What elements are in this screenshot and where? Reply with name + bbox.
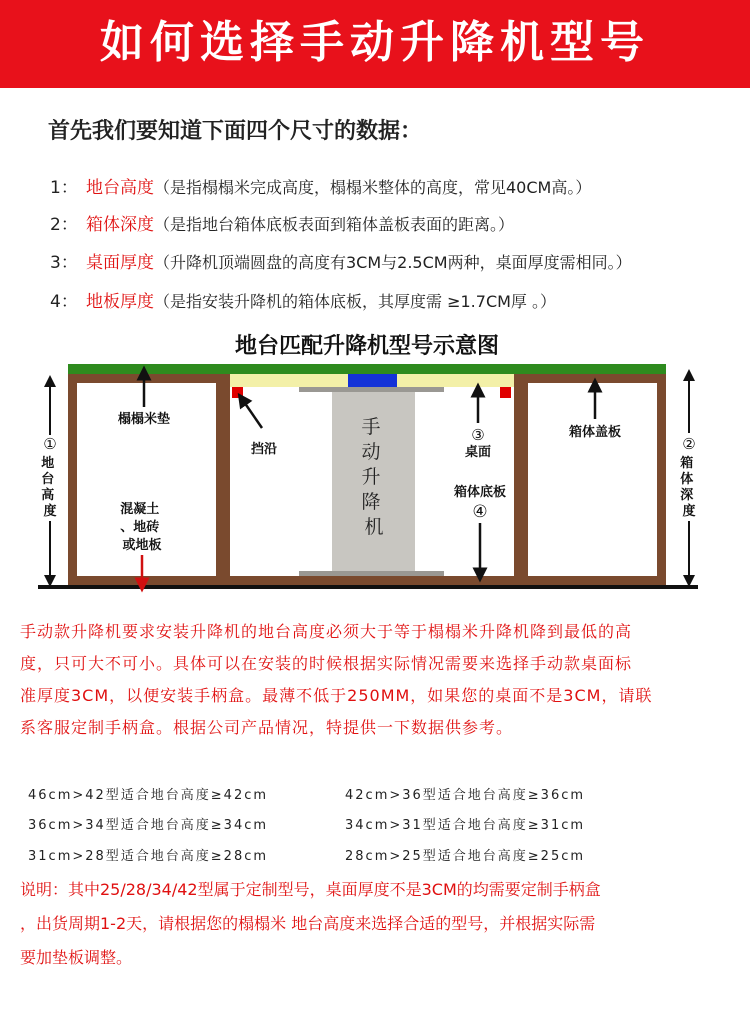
item-term: 地板厚度 — [86, 292, 154, 312]
requirement-paragraph — [20, 616, 732, 744]
base-label: 箱体底板 — [453, 485, 507, 500]
item-number: 2： — [50, 215, 78, 235]
wood-left-wall — [68, 374, 77, 585]
wood-left-partition — [216, 374, 230, 585]
cover-label: 箱体盖板 — [568, 425, 622, 440]
mat-label: 榻榻米垫 — [117, 412, 171, 427]
table-cell: 34cm>31型适合地台高度≥31cm — [345, 818, 586, 833]
desk-number: ③ — [471, 426, 485, 444]
desk-label: 桌面 — [464, 445, 492, 460]
item-desc: （是指安装升降机的箱体底板，其厚度需 ≥1.7CM厚 。） — [154, 292, 557, 311]
paragraph-line: 度，只可大不可小。具体可以在安装的时候根据实际情况需要来选择手动款桌面标 — [20, 654, 633, 673]
item-desc: （是指榻榻米完成高度，榻榻米整体的高度，常见40CM高。） — [154, 178, 592, 197]
item-desc: （是指地台箱体底板表面到箱体盖板表面的距离。） — [154, 215, 515, 234]
paragraph-line: 准厚度3CM，以便安装手柄盒。最薄不低于250MM，如果您的桌面不是3CM，请联 — [20, 686, 653, 705]
header-banner — [0, 0, 750, 88]
note-line: 要加垫板调整。 — [20, 948, 133, 967]
lift-disc — [348, 374, 397, 387]
item-number: 4： — [50, 292, 78, 312]
left-dimension-number: ① — [43, 435, 57, 453]
table-cell: 46cm>42型适合地台高度≥42cm — [28, 788, 269, 803]
list-item — [50, 248, 632, 273]
right-dimension-number: ② — [682, 435, 696, 453]
list-item — [50, 287, 556, 312]
list-item — [50, 210, 514, 235]
lift-bottom-plate — [299, 571, 444, 576]
right-dimension-label: 箱 体 深 度 — [680, 456, 696, 519]
edge-block-right — [500, 387, 511, 398]
item-term: 箱体深度 — [86, 215, 154, 235]
table-cell: 28cm>25型适合地台高度≥25cm — [345, 849, 586, 864]
intro-heading: 首先我们要知道下面四个尺寸的数据： — [48, 119, 423, 144]
note-paragraph — [20, 873, 732, 975]
lift-top-plate — [299, 387, 444, 392]
note-line: 说明：其中25/28/34/42型属于定制型号，桌面厚度不是3CM的均需要定制手柄盒 — [20, 880, 601, 899]
paragraph-line: 手动款升降机要求安装升降机的地台高度必须大于等于榻榻米升降机降到最低的高 — [20, 622, 633, 641]
base-number: ④ — [472, 502, 488, 522]
ground-line — [38, 585, 698, 589]
item-number: 1： — [50, 178, 78, 198]
table-cell: 36cm>34型适合地台高度≥34cm — [28, 818, 269, 833]
wood-top-right — [514, 374, 666, 383]
diagram-title: 地台匹配升降机型号示意图 — [234, 334, 500, 359]
edge-arrow — [242, 399, 262, 428]
paragraph-line: 系客服定制手柄盒。根据公司产品情况，特提供一下数据供参考。 — [20, 718, 514, 737]
item-number: 3： — [50, 253, 78, 273]
item-desc: （升降机顶端圆盘的高度有3CM与2.5CM两种，桌面厚度需相同。） — [154, 253, 632, 272]
lift-label: 手 动 升 降 机 — [361, 416, 384, 538]
wood-right-wall — [657, 374, 666, 585]
wood-right-partition — [514, 374, 528, 585]
table-cell: 31cm>28型适合地台高度≥28cm — [28, 849, 269, 864]
edge-block-left — [232, 387, 243, 398]
page-title: 如何选择手动升降机型号 — [100, 17, 650, 68]
note-line: ，出货周期1-2天，请根据您的榻榻米 地台高度来选择合适的型号，并根据实际需 — [20, 914, 596, 933]
list-item — [50, 173, 591, 198]
table-cell: 42cm>36型适合地台高度≥36cm — [345, 788, 586, 803]
left-dimension-label: 地 台 高 度 — [41, 456, 57, 519]
wood-base-board — [68, 576, 666, 585]
edge-label: 挡沿 — [250, 442, 278, 457]
item-term: 桌面厚度 — [86, 253, 154, 273]
green-top-strip — [68, 364, 666, 374]
lift-diagram — [10, 323, 725, 600]
item-term: 地台高度 — [86, 178, 154, 198]
wood-top-left — [68, 374, 230, 383]
concrete-label: 混凝土 、地砖 或地板 — [120, 502, 162, 553]
